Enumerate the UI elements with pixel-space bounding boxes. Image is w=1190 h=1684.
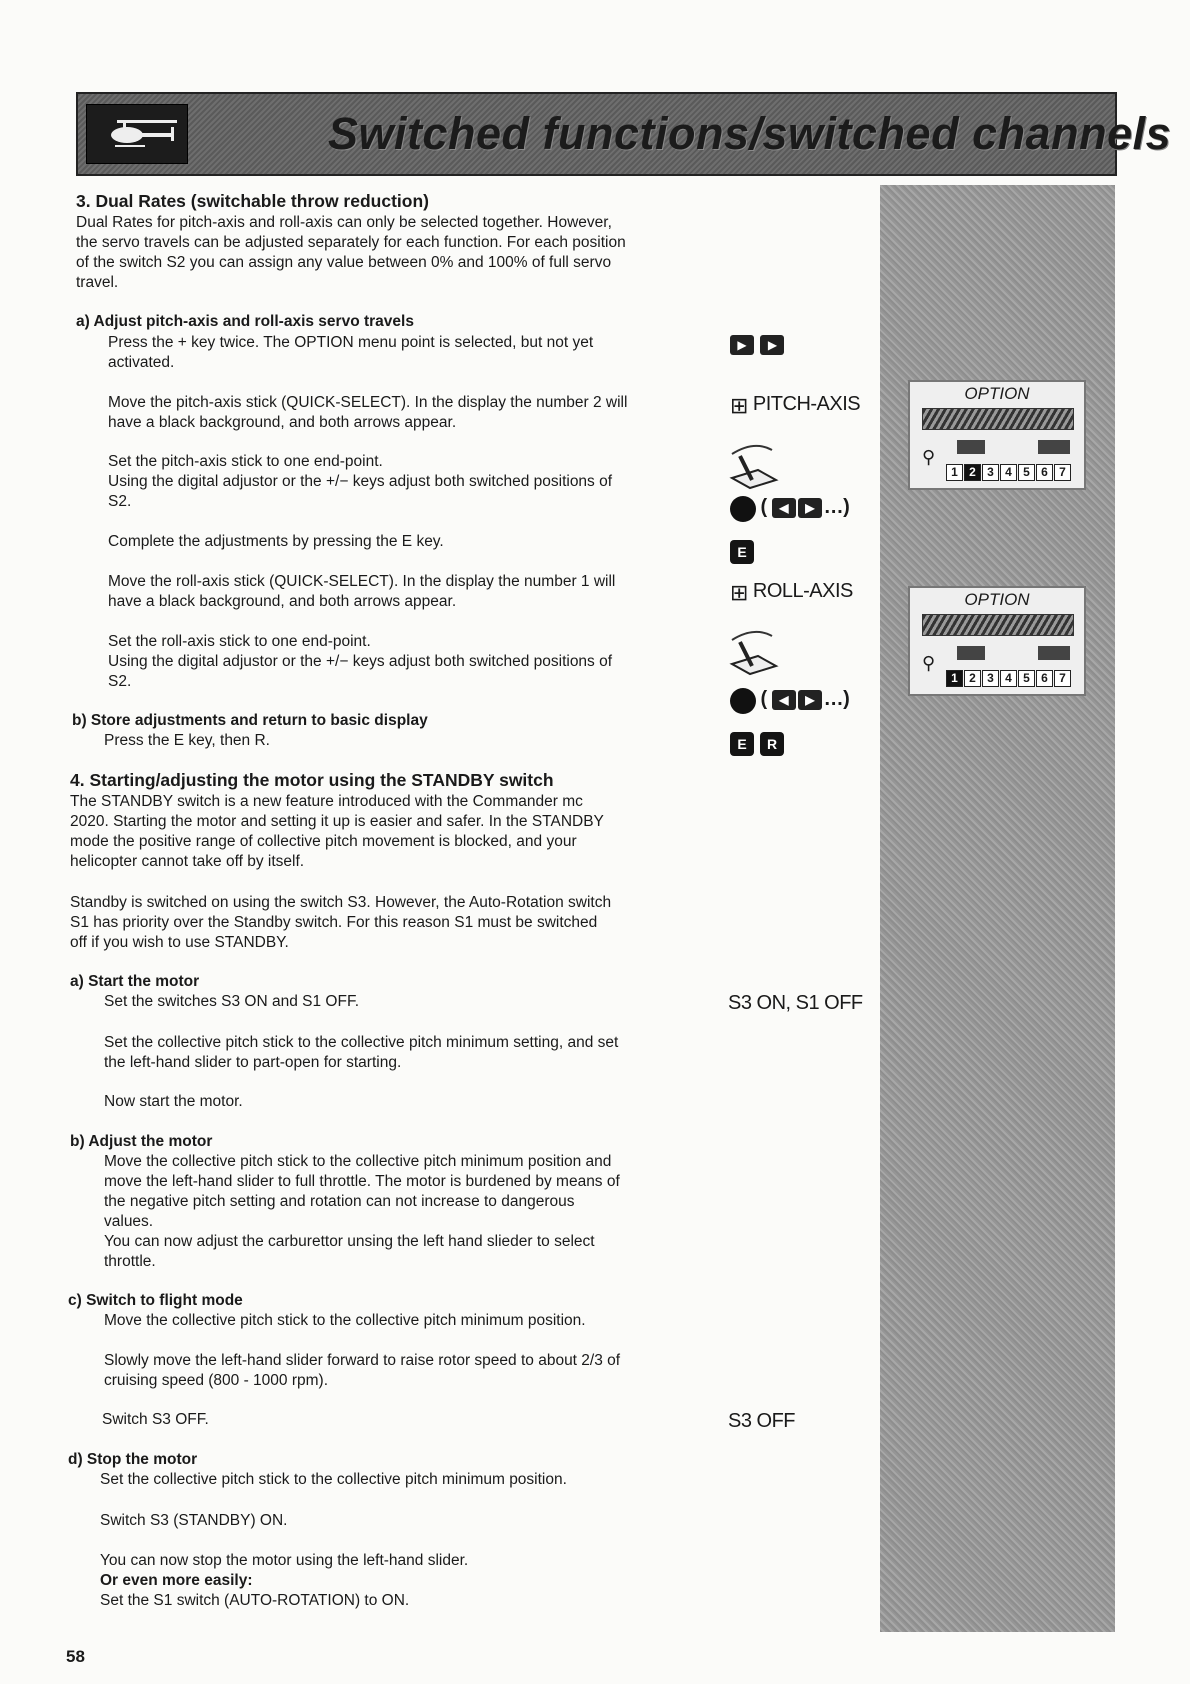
lcd-channel-row <box>946 670 1071 687</box>
paragraph-line: the servo travels can be adjusted separately for each function. For each position <box>76 234 626 251</box>
paragraph-line: move the left-hand slider to full throttle. The motor is burdened by means of <box>104 1173 620 1190</box>
plus-key-icon: ▶ <box>760 335 784 355</box>
paragraph-line: Move the collective pitch stick to the collective pitch minimum position and <box>104 1153 612 1170</box>
paragraph-line: The STANDBY switch is a new feature introduced with the Commander mc <box>70 793 583 810</box>
paragraph-line: Standby is switched on using the switch S3. However, the Auto-Rotation switch <box>70 894 612 911</box>
lcd-display-roll <box>908 586 1086 696</box>
paragraph-line: Set the roll-axis stick to one end-point. <box>108 633 371 650</box>
stick-icon: ⊞ <box>730 580 749 605</box>
paragraph-line: Using the digital adjustor or the +/− keys adjust both switched positions of <box>108 473 613 490</box>
subheading: d) Stop the motor <box>68 1451 198 1468</box>
lcd-left-box <box>957 646 985 660</box>
lcd-channel-cell: 2 <box>964 670 981 687</box>
e-r-keys <box>730 732 790 756</box>
plus-key-icon: ▶ <box>730 335 754 355</box>
paragraph-line: Switch S3 OFF. <box>102 1411 209 1428</box>
minus-key-icon: ◀ <box>772 690 796 710</box>
lcd-channel-cell: 5 <box>1018 464 1035 481</box>
subheading: c) Switch to flight mode <box>68 1292 243 1309</box>
roll-axis-text: ROLL-AXIS <box>752 580 853 603</box>
subheading: b) Store adjustments and return to basic display <box>72 712 428 729</box>
paragraph-line: Press the + key twice. The OPTION menu point is selected, but not yet <box>108 334 594 351</box>
e-key-icon: E <box>730 540 754 564</box>
paragraph-line: S2. <box>108 493 132 510</box>
pitch-axis-label <box>730 393 860 419</box>
lcd-channel-cell: 7 <box>1054 464 1071 481</box>
roll-stick-icon <box>728 626 780 676</box>
lcd-channel-cell: 6 <box>1036 670 1053 687</box>
paragraph-line: the left-hand slider to part-open for starting. <box>104 1054 402 1071</box>
section-heading-dual-rates: 3. Dual Rates (switchable throw reduction) <box>76 191 429 211</box>
paragraph-line: Set the collective pitch stick to the collective pitch minimum position. <box>100 1471 567 1488</box>
lcd-channel-row <box>946 464 1071 481</box>
plus-key-icon: ▶ <box>798 498 822 518</box>
lcd-right-box <box>1038 440 1070 454</box>
paragraph-line: Using the digital adjustor or the +/− keys adjust both switched positions of <box>108 653 613 670</box>
paragraph-line: Switch S3 (STANDBY) ON. <box>100 1512 288 1529</box>
paragraph-line: have a black background, and both arrows appear. <box>108 593 457 610</box>
lcd-channel-cell: 4 <box>1000 670 1017 687</box>
paragraph-line: Set the S1 switch (AUTO-ROTATION) to ON. <box>100 1592 410 1609</box>
lcd-channel-cell: 1 <box>946 464 963 481</box>
digital-adjustor-icon <box>730 688 756 714</box>
paragraph-line: throttle. <box>104 1253 156 1270</box>
paragraph-line: of the switch S2 you can assign any value between 0% and 100% of full servo <box>76 254 612 271</box>
lcd-right-box <box>1038 646 1070 660</box>
paragraph-line: Move the collective pitch stick to the collective pitch minimum position. <box>104 1312 586 1329</box>
digital-adjustor-icon <box>730 496 756 522</box>
paragraph-line: Press the E key, then R. <box>104 732 270 749</box>
helicopter-icon <box>86 104 188 164</box>
paragraph-line: the negative pitch setting and rotation can not increase to dangerous <box>104 1193 575 1210</box>
subheading: a) Adjust pitch-axis and roll-axis servo travels <box>76 313 414 330</box>
plus-key-icon: ▶ <box>798 690 822 710</box>
switch-setting-flight: S3 OFF <box>728 1410 796 1432</box>
pitch-axis-text: PITCH-AXIS <box>752 393 861 416</box>
e-key-icon: E <box>730 732 754 756</box>
paragraph-line: activated. <box>108 354 175 371</box>
paragraph-line: S1 has priority over the Standby switch. For this reason S1 must be switched <box>70 914 598 931</box>
lcd-channel-cell: 1 <box>946 670 963 687</box>
lcd-channel-cell: 3 <box>982 464 999 481</box>
dial-sequence-text: ( ◀ ▶ …) <box>760 496 850 519</box>
paragraph-line: You can now stop the motor using the left-hand slider. <box>100 1552 469 1569</box>
paragraph-line: travel. <box>76 274 119 291</box>
subheading: a) Start the motor <box>70 973 200 990</box>
lcd-channel-cell: 5 <box>1018 670 1035 687</box>
dial-sequence-text: ( ◀ ▶ …) <box>760 688 850 711</box>
page-title: Switched functions/switched channels <box>328 108 1172 159</box>
switch-icon: ⚲ <box>922 653 936 673</box>
switch-icon: ⚲ <box>922 447 936 467</box>
section-heading-standby: 4. Starting/adjusting the motor using the STANDBY switch <box>70 770 554 790</box>
lcd-option-label: OPTION <box>964 590 1030 609</box>
paragraph-line: Dual Rates for pitch-axis and roll-axis can only be selected together. However, <box>76 214 612 231</box>
paragraph-line: Or even more easily: <box>100 1572 253 1589</box>
dial-sequence <box>730 688 849 714</box>
paragraph-line: mode the positive range of collective pitch movement is blocked, and your <box>70 833 577 850</box>
paragraph-line: Slowly move the left-hand slider forward to raise rotor speed to about 2/3 of <box>104 1352 621 1369</box>
lcd-channel-cell: 6 <box>1036 464 1053 481</box>
paragraph-line: Complete the adjustments by pressing the E key. <box>108 533 444 550</box>
paragraph-line: Move the pitch-axis stick (QUICK-SELECT). In the display the number 2 will <box>108 394 628 411</box>
lcd-channel-cell: 2 <box>964 464 981 481</box>
page-number: 58 <box>66 1647 85 1666</box>
lcd-option-label: OPTION <box>964 384 1030 403</box>
dial-sequence <box>730 496 849 522</box>
paragraph-line: cruising speed (800 - 1000 rpm). <box>104 1372 329 1389</box>
pitch-stick-icon <box>728 440 780 490</box>
paragraph-line: Now start the motor. <box>104 1093 243 1110</box>
r-key-icon: R <box>760 732 784 756</box>
paragraph-line: helicopter cannot take off by itself. <box>70 853 305 870</box>
lcd-bar <box>922 408 1074 430</box>
lcd-channel-cell: 4 <box>1000 464 1017 481</box>
paragraph-line: Set the switches S3 ON and S1 OFF. <box>104 993 360 1010</box>
e-key <box>730 540 760 564</box>
paragraph-line: S2. <box>108 673 132 690</box>
paragraph-line: Move the roll-axis stick (QUICK-SELECT). In the display the number 1 will <box>108 573 616 590</box>
paragraph-line: off if you wish to use STANDBY. <box>70 934 289 951</box>
lcd-channel-cell: 7 <box>1054 670 1071 687</box>
lcd-bar <box>922 614 1074 636</box>
paragraph-line: Set the collective pitch stick to the collective pitch minimum setting, and set <box>104 1034 619 1051</box>
paragraph-line: values. <box>104 1213 154 1230</box>
paragraph-line: Set the pitch-axis stick to one end-point. <box>108 453 383 470</box>
switch-setting-start: S3 ON, S1 OFF <box>728 992 863 1014</box>
minus-key-icon: ◀ <box>772 498 796 518</box>
stick-icon: ⊞ <box>730 393 749 418</box>
lcd-left-box <box>957 440 985 454</box>
subheading: b) Adjust the motor <box>70 1133 213 1150</box>
plus-key-icons <box>730 335 786 355</box>
header-banner <box>76 92 1172 176</box>
roll-axis-label <box>730 580 853 606</box>
lcd-display-pitch <box>908 380 1086 490</box>
paragraph-line: You can now adjust the carburettor unsing the left hand slieder to select <box>104 1233 595 1250</box>
paragraph-line: have a black background, and both arrows appear. <box>108 414 457 431</box>
lcd-channel-cell: 3 <box>982 670 999 687</box>
paragraph-line: 2020. Starting the motor and setting it up is easier and safer. In the STANDBY <box>70 813 604 830</box>
